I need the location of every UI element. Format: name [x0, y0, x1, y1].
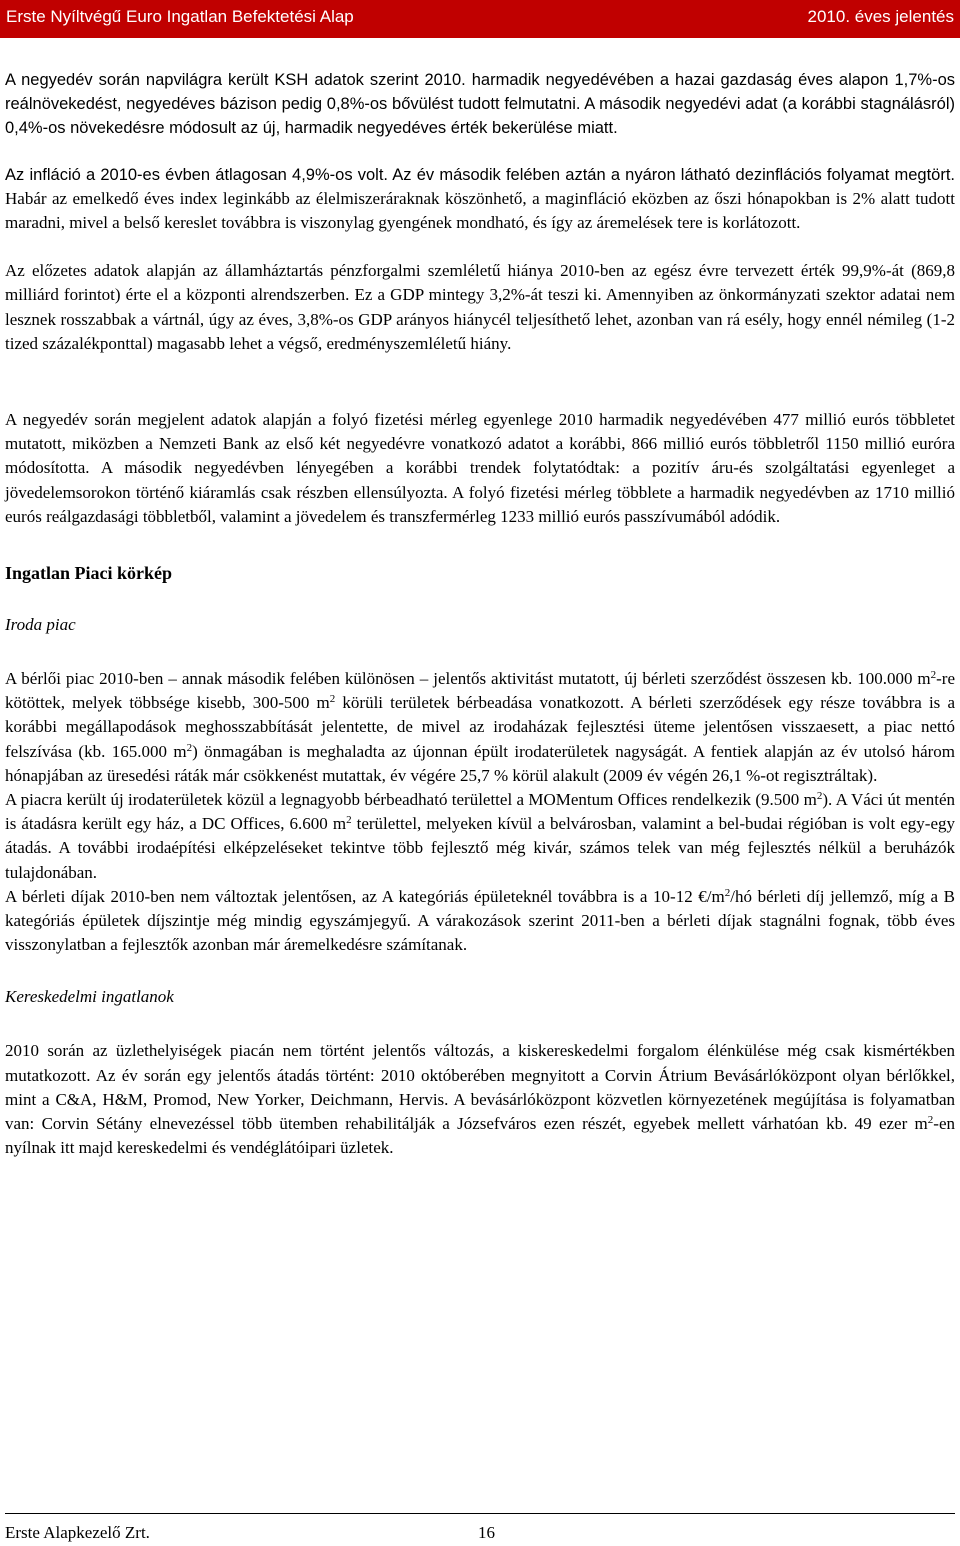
retail-title: Kereskedelmi ingatlanok [5, 987, 174, 1007]
retail-paragraph: 2010 során az üzlethelyiségek piacán nem történt jelentős változás, a kiskereskedelmi forgalom élénkülése még csak kismértékben mutatkozott. Az év során egy jelentős átadás történt: 2010 októberében megnyitott a Corvin Átrium Bevásárlóközpont olyan bérlőkkel, mint a C&A, H&M, Promod, New Yorker, Deichmann, Hervis. A bevásárlóközpont közvetlen környezetének megújítása is folyamatban van: Corvin Sétány elnevezéssel több ütemben rehabilitálják a Józsefváros ezen részét, egyebek mellett várhatóan kb. 49 ezer $m^2-en$ nyílnak itt majd kereskedelmi és vendéglátóipari üzletek. [5, 1041, 955, 1158]
current-account-paragraph: A negyedév során megjelent adatok alapján a folyó fizetési mérleg egyenlege 2010 harmadik negyedévében 477 millió eurós többletet mutatott, miközben a Nemzeti Bank az első két negyedévre vonatkozó adatot a korábbi, 866 millió eurós többletről 1150 millió euróra módosította. A második negyedévben lényegében a korábbi trendek folytatódtak: a pozitív áru-és szolgáltatási egyenleget a jövedelemsorokon történő kiáramlás csak részben ellensúlyozta. A folyó fizetési mérleg többlete a harmadik negyedévben az 1710 millió eurós reálgazdasági többletből, valamint a jövedelem és transzfermérleg 1233 millió eurós passzívumából adódik. [5, 410, 955, 526]
report-title: 2010. éves jelentés [807, 7, 954, 26]
footer-company: Erste Alapkezelő Zrt. [5, 1523, 150, 1542]
office-paragraph-3: A bérleti díjak 2010-ben nem változtak jelentősen, az A kategóriás épületeknél továbbra is a 10-12 $€/m^2/hó$ bérleti díj jellemző, míg a B kategóriás épületek díjszintje még mindig egyszámjegyű. A várakozások szerint 2011-ben a bérleti díjak stagnálni fognak, több éves visszonylatban a fejlesztők azonban már áremelkedésre számítanak. [5, 886, 955, 955]
fund-title: Erste Nyíltvégű Euro Ingatlan Befektetési Alap [6, 7, 354, 26]
section-title: Ingatlan Piaci körkép [5, 563, 173, 584]
footer-divider [5, 1513, 955, 1514]
inflation-paragraph [5, 163, 955, 236]
page-header [0, 0, 960, 38]
document-body [5, 68, 955, 1161]
office-paragraph-2: A piacra került új irodaterületek közül a legnagyobb bérbeadható területtel a MOMentum Offices rendelkezik (9.500 $m^2$). A Váci út mentén is átadásra került egy ház, a DC Offices, 6.600 $m^2$ területtel, melyeken kívül a belvárosban, valamint a bel-budai régióban is volt egy-egy átadás. A további irodaépítési elképzeléseket tekintve több fejlesztő még kivár, számos telek van még fejlesztés nélkül a beruházók tulajdonában. [5, 790, 955, 882]
inflation-sentence-b: Habár az emelkedő éves index leginkább az élelmiszeráraknak köszönhető, a maginfláció eközben az őszi hónapokban is 2% alatt tudott maradni, mivel a belső kereslet továbbra is viszonylag gyengének mondható, és így az áremelések tere is korlátozott. [5, 188, 955, 233]
gdp-paragraph: A negyedév során napvilágra került KSH adatok szerint 2010. harmadik negyedévében a hazai gazdaság éves alapon 1,7%-os reálnövekedést, negyedéves bázison pedig 0,8%-os bővülést tudott felmutatni. A második negyedévi adat (a korábbi stagnálásról) 0,4%-os növekedésre módosult az új, harmadik negyedéves érték bekerülése miatt. [5, 71, 955, 138]
budget-paragraph: Az előzetes adatok alapján az államháztartás pénzforgalmi szemléletű hiánya 2010-ben az egész évre tervezett érték 99,9%-át (869,8 milliárd forintot) érte el a központi alrendszerben. Ez a GDP mintegy 3,2%-át teszi ki. Amennyiben az önkormányzati szektor adatai nem lesznek rosszabbak a vártnál, úgy az éves, 3,8%-os GDP arányos hiánycél teljesíthető lehet, azonban van rá esély, hogy ennél némileg (1-2 tized százalékponttal) magasabb lehet a végső, eredményszemléletű hiány. [5, 261, 955, 353]
page-number: 16 [478, 1523, 495, 1542]
office-market-title: Iroda piac [5, 615, 76, 635]
office-paragraph-1: A bérlői piac 2010-ben – annak második felében különösen – jelentős aktivitást mutatott, új bérleti szerződést összesen kb. 100.000 $m^2-re$ kötöttek, melyek többsége kisebb, 300-500 $m^2$ körüli területek bérbeadása vonatkozott. A bérleti szerződések egy része továbbra is a korábbi megállapodások meghosszabbítását jelentette, de mivel az irodaházak fejlesztési üteme jelentősen visszaesett, a piac nettó felszívása (kb. 165.000 $m^2$) önmagában is meghaladta az újonnan épült irodaterületek nagyságát. A fentiek alapján az év utolsó három hónapjában az üresedési ráták már csökkenést mutattak, év végére 25,7 % körül alakult (2009 év végén 26,1 %-ot regisztráltak). [5, 669, 955, 785]
inflation-sentence-a: Az infláció a 2010-es évben átlagosan 4,9%-os volt. Az év második felében aztán a nyáron látható dezinflációs folyamat megtört. [5, 165, 955, 184]
